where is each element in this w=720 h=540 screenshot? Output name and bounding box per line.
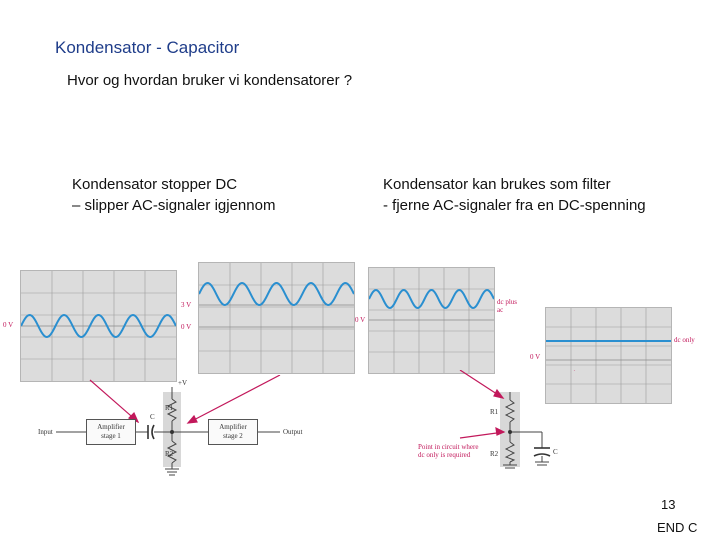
slide-title: Kondensator - Capacitor — [55, 38, 240, 57]
scope-output-screen — [199, 263, 354, 373]
scope-dc-plus-ac-screen — [369, 268, 494, 373]
dc-plus-ac-trace — [369, 290, 494, 308]
resistor-r2-label: R2 — [165, 450, 174, 458]
capacitor-icon — [148, 425, 154, 439]
point-note-line-2: dc only is required — [418, 451, 471, 459]
right-caption — [383, 174, 646, 216]
input-label: Input — [38, 428, 53, 436]
filter-resistor-r2-label: R2 — [490, 450, 499, 458]
scope-input-zero-label: 0 V — [3, 321, 14, 329]
scope-output-dc-label: 3 V — [181, 301, 192, 309]
scope-input-screen — [21, 271, 176, 381]
right-caption-line-1: Kondensator kan brukes som filter — [383, 176, 611, 193]
point-note-line-1: Point in circuit where — [418, 443, 479, 451]
scope-dc-plus-ac-zero-label: 0 V — [355, 316, 366, 324]
capacitor-label: C — [150, 413, 155, 421]
filter-circuit-diagram — [400, 370, 600, 475]
dc-plus-ac-label-line-1: dc plus — [497, 298, 518, 306]
output-label: Output — [283, 428, 303, 436]
point-note — [418, 443, 478, 459]
scope-output-zero-label: 0 V — [181, 323, 192, 331]
scope-dc-only-zero-label: 0 V — [530, 353, 541, 361]
resistor-r1-label: R1 — [165, 404, 174, 412]
dc-plus-ac-label — [497, 298, 517, 314]
amplifier-stage-2 — [208, 419, 258, 445]
amplifier-stage-1 — [86, 419, 136, 445]
supply-label: +V — [178, 379, 188, 387]
left-caption — [72, 174, 275, 216]
filter-capacitor-icon — [534, 448, 550, 456]
left-caption-line-2: – slipper AC-signaler igjennom — [72, 197, 276, 214]
filter-capacitor-label: C — [553, 448, 558, 456]
right-caption-line-2: - fjerne AC-signaler fra en DC-spenning — [383, 197, 646, 214]
page-number: 13 — [661, 497, 676, 512]
slide-subtitle: Hvor og hvordan bruker vi kondensatorer ? — [67, 72, 353, 89]
scope-dc-plus-ac — [368, 267, 495, 374]
amplifier-stage-2-line-1: Amplifier — [219, 423, 247, 431]
filter-resistor-r1-label: R1 — [490, 408, 499, 416]
dc-only-label: dc only — [674, 336, 695, 344]
amplifier-stage-1-line-2: stage 1 — [101, 432, 121, 440]
dc-plus-ac-trace — [199, 283, 354, 305]
amplifier-stage-1-line-1: Amplifier — [97, 423, 125, 431]
scope-input — [20, 270, 177, 382]
dc-plus-ac-label-line-2: ac — [497, 306, 504, 314]
scope-output — [198, 262, 355, 374]
amplifier-stage-2-line-2: stage 2 — [223, 432, 243, 440]
left-caption-line-1: Kondensator stopper DC — [72, 176, 238, 193]
end-label: END C — [657, 520, 698, 535]
